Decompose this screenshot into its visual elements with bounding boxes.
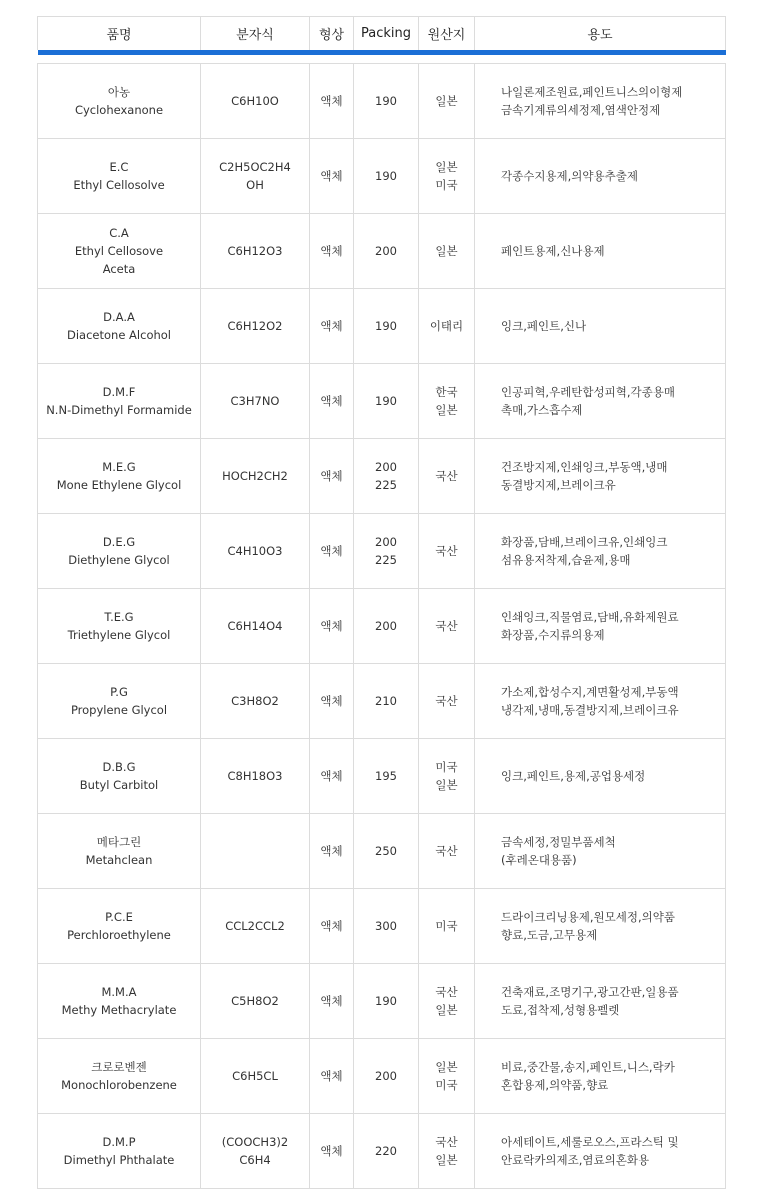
cell-form-line: 액체 xyxy=(320,768,343,783)
cell-formula-line: C2H5OC2H4 xyxy=(219,159,291,174)
table-row xyxy=(38,588,726,663)
cell-form xyxy=(310,738,354,813)
cell-packing-line: 200 xyxy=(375,459,397,474)
table-row xyxy=(38,1038,726,1113)
cell-name-line: D.E.G xyxy=(102,534,136,549)
cell-formula xyxy=(201,588,310,663)
header-form: 형상 xyxy=(310,17,354,51)
cell-name xyxy=(38,138,201,213)
header-use: 용도 xyxy=(475,17,726,51)
cell-formula xyxy=(201,63,310,138)
cell-origin-line: 미국 xyxy=(435,177,458,192)
cell-origin-line: 국산 xyxy=(435,468,458,483)
cell-form-line: 액체 xyxy=(320,393,343,408)
cell-use-line: 아세테이트,세룰로오스,프라스틱 및 xyxy=(501,1134,679,1149)
cell-packing-line: 200 xyxy=(375,243,397,258)
cell-formula xyxy=(201,288,310,363)
cell-use-line: 섬유용저착제,습윤제,용매 xyxy=(501,552,631,567)
cell-name xyxy=(38,363,201,438)
cell-name-line: M.M.A xyxy=(101,984,137,999)
cell-origin xyxy=(419,1038,475,1113)
cell-origin xyxy=(419,363,475,438)
cell-form xyxy=(310,363,354,438)
cell-packing xyxy=(354,663,419,738)
cell-packing xyxy=(354,138,419,213)
cell-origin xyxy=(419,888,475,963)
cell-use-line: (후레온대용품) xyxy=(501,852,577,867)
cell-name xyxy=(38,888,201,963)
table-row xyxy=(38,513,726,588)
cell-name-line: Aceta xyxy=(102,261,136,276)
cell-use-line: 잉크,페인트,신나 xyxy=(501,318,587,333)
table-row xyxy=(38,813,726,888)
cell-origin-line: 일본 xyxy=(435,777,458,792)
cell-packing xyxy=(354,738,419,813)
cell-formula xyxy=(201,888,310,963)
cell-origin-line: 미국 xyxy=(435,1077,458,1092)
cell-name-line: Dimethyl Phthalate xyxy=(63,1152,175,1167)
cell-use xyxy=(475,138,726,213)
cell-name-line: Propylene Glycol xyxy=(70,702,168,717)
cell-use-line: 잉크,페인트,용제,공업용세정 xyxy=(501,768,646,783)
cell-name-line: Metahclean xyxy=(85,852,153,867)
cell-name xyxy=(38,288,201,363)
cell-packing-line: 190 xyxy=(375,318,397,333)
cell-packing-line: 200 xyxy=(375,1068,397,1083)
cell-name xyxy=(38,513,201,588)
cell-packing xyxy=(354,1038,419,1113)
cell-form xyxy=(310,138,354,213)
cell-use xyxy=(475,438,726,513)
cell-name-line: 메타그린 xyxy=(96,834,142,849)
cell-origin-line: 일본 xyxy=(435,243,458,258)
cell-use xyxy=(475,288,726,363)
cell-name xyxy=(38,738,201,813)
cell-origin xyxy=(419,63,475,138)
cell-use xyxy=(475,738,726,813)
cell-origin-line: 국산 xyxy=(435,618,458,633)
cell-origin xyxy=(419,813,475,888)
cell-form-line: 액체 xyxy=(320,168,343,183)
cell-name-line: D.M.P xyxy=(102,1134,136,1149)
cell-use xyxy=(475,1038,726,1113)
cell-name-line: M.E.G xyxy=(102,459,136,474)
cell-packing xyxy=(354,588,419,663)
cell-use-line: 도료,접착제,성형용펠렛 xyxy=(501,1002,620,1017)
cell-formula-line: C6H4 xyxy=(239,1152,271,1167)
cell-name-line: Ethyl Cellosolve xyxy=(73,177,165,192)
cell-form xyxy=(310,288,354,363)
cell-origin-line: 국산 xyxy=(435,843,458,858)
cell-name-line: 아농 xyxy=(107,84,131,99)
cell-name-line: P.C.E xyxy=(105,909,133,924)
cell-form-line: 액체 xyxy=(320,468,343,483)
cell-formula-line: C4H10O3 xyxy=(227,543,283,558)
product-table xyxy=(37,16,726,1189)
cell-name-line: Methy Methacrylate xyxy=(61,1002,177,1017)
cell-use-line: 비료,중간물,송지,페인트,니스,락카 xyxy=(501,1059,675,1074)
cell-name-line: T.E.G xyxy=(104,609,134,624)
cell-use-line: 동결방지제,브레이크유 xyxy=(501,477,616,492)
cell-formula xyxy=(201,663,310,738)
cell-packing xyxy=(354,1113,419,1188)
cell-name-line: Cyclohexanone xyxy=(74,102,164,117)
cell-name xyxy=(38,63,201,138)
cell-name xyxy=(38,588,201,663)
table-row xyxy=(38,663,726,738)
cell-use-line: 인공피혁,우레탄합성피혁,각종용매 xyxy=(501,384,675,399)
cell-origin-line: 미국 xyxy=(435,759,458,774)
cell-packing-line: 190 xyxy=(375,993,397,1008)
table-row xyxy=(38,363,726,438)
cell-origin xyxy=(419,1113,475,1188)
cell-formula xyxy=(201,1113,310,1188)
cell-origin xyxy=(419,513,475,588)
cell-formula-line: C6H12O3 xyxy=(227,243,283,258)
cell-origin-line: 한국 xyxy=(435,384,458,399)
cell-use-line: 건조방지제,인쇄잉크,부동액,냉매 xyxy=(501,459,668,474)
table-row xyxy=(38,213,726,288)
cell-name-line: N.N-Dimethyl Formamide xyxy=(46,402,192,417)
cell-use-line: 향료,도금,고무용제 xyxy=(501,927,598,942)
cell-name-line: 크로로벤젠 xyxy=(91,1059,147,1074)
cell-form-line: 액체 xyxy=(320,243,343,258)
cell-formula-line: C8H18O3 xyxy=(227,768,283,783)
cell-name-line: Diacetone Alcohol xyxy=(67,327,171,342)
table-row xyxy=(38,288,726,363)
cell-packing-line: 300 xyxy=(375,918,397,933)
cell-packing-line: 225 xyxy=(375,477,397,492)
cell-name-line: P.G xyxy=(110,684,128,699)
cell-name xyxy=(38,663,201,738)
cell-name-line: C.A xyxy=(109,225,129,240)
cell-name-line: Ethyl Cellosove xyxy=(74,243,164,258)
cell-use-line: 드라이크리닝용제,원모세정,의약품 xyxy=(501,909,675,924)
cell-packing-line: 210 xyxy=(375,693,397,708)
cell-formula xyxy=(201,213,310,288)
cell-packing xyxy=(354,888,419,963)
cell-name-line: Monochlorobenzene xyxy=(61,1077,177,1092)
cell-origin xyxy=(419,663,475,738)
cell-origin-line: 미국 xyxy=(435,918,458,933)
cell-packing xyxy=(354,513,419,588)
cell-form xyxy=(310,63,354,138)
cell-packing xyxy=(354,438,419,513)
cell-formula-line: HOCH2CH2 xyxy=(222,468,288,483)
cell-form-line: 액체 xyxy=(320,1068,343,1083)
cell-use xyxy=(475,213,726,288)
cell-use-line: 화장품,수지류의용제 xyxy=(501,627,605,642)
cell-name-line: Diethylene Glycol xyxy=(68,552,170,567)
cell-formula-line: C6H12O2 xyxy=(227,318,283,333)
cell-formula xyxy=(201,438,310,513)
cell-origin-line: 국산 xyxy=(435,693,458,708)
cell-form-line: 액체 xyxy=(320,543,343,558)
cell-form-line: 액체 xyxy=(320,993,343,1008)
table-row xyxy=(38,1113,726,1188)
cell-use xyxy=(475,663,726,738)
cell-use-line: 금속세정,정밀부품세척 xyxy=(501,834,616,849)
cell-use-line: 나일론제조원료,페인트니스의이형제 xyxy=(501,84,683,99)
cell-origin-line: 국산 xyxy=(435,1134,458,1149)
cell-name xyxy=(38,963,201,1038)
cell-use-line: 건축재료,조명기구,광고간판,일용품 xyxy=(501,984,679,999)
cell-form xyxy=(310,663,354,738)
cell-form xyxy=(310,513,354,588)
cell-origin-line: 이태리 xyxy=(429,318,464,333)
cell-packing-line: 190 xyxy=(375,93,397,108)
cell-name xyxy=(38,1113,201,1188)
cell-name-line: E.C xyxy=(109,159,129,174)
cell-form-line: 액체 xyxy=(320,318,343,333)
cell-origin-line: 국산 xyxy=(435,984,458,999)
cell-formula-line: C3H8O2 xyxy=(231,693,279,708)
cell-form-line: 액체 xyxy=(320,693,343,708)
cell-use-line: 화장품,담배,브레이크유,인쇄잉크 xyxy=(501,534,668,549)
product-table-container xyxy=(37,16,725,1189)
cell-packing xyxy=(354,213,419,288)
cell-origin-line: 일본 xyxy=(435,93,458,108)
header-name: 품명 xyxy=(38,17,201,51)
cell-name-line: Butyl Carbitol xyxy=(79,777,159,792)
cell-use xyxy=(475,1113,726,1188)
cell-origin xyxy=(419,288,475,363)
table-row xyxy=(38,438,726,513)
cell-use xyxy=(475,363,726,438)
cell-packing-line: 190 xyxy=(375,168,397,183)
body-spacer xyxy=(38,55,726,63)
cell-packing-line: 225 xyxy=(375,552,397,567)
cell-origin-line: 일본 xyxy=(435,159,458,174)
cell-name-line: D.M.F xyxy=(102,384,136,399)
cell-origin-line: 일본 xyxy=(435,1002,458,1017)
cell-origin xyxy=(419,138,475,213)
cell-packing-line: 250 xyxy=(375,843,397,858)
cell-use-line: 페인트용제,신나용제 xyxy=(501,243,605,258)
cell-formula xyxy=(201,963,310,1038)
cell-formula-line: C5H8O2 xyxy=(231,993,279,1008)
table-row xyxy=(38,963,726,1038)
cell-form-line: 액체 xyxy=(320,1143,343,1158)
cell-name-line: Mone Ethylene Glycol xyxy=(56,477,182,492)
cell-formula xyxy=(201,813,310,888)
cell-formula xyxy=(201,738,310,813)
cell-use-line: 안료락카의제조,염료의혼화용 xyxy=(501,1152,650,1167)
cell-name-line: D.B.G xyxy=(102,759,136,774)
cell-origin xyxy=(419,738,475,813)
cell-origin-line: 일본 xyxy=(435,1059,458,1074)
cell-formula xyxy=(201,513,310,588)
cell-form xyxy=(310,888,354,963)
cell-packing-line: 200 xyxy=(375,618,397,633)
header-packing: Packing xyxy=(354,17,419,51)
header-row xyxy=(38,17,726,51)
cell-form-line: 액체 xyxy=(320,618,343,633)
cell-form-line: 액체 xyxy=(320,93,343,108)
cell-form xyxy=(310,438,354,513)
cell-use-line: 금속기계류의세정제,염색안정제 xyxy=(501,102,661,117)
cell-formula-line: CCL2CCL2 xyxy=(225,918,285,933)
cell-name xyxy=(38,213,201,288)
cell-formula-line: OH xyxy=(246,177,264,192)
cell-form xyxy=(310,1038,354,1113)
cell-packing xyxy=(354,288,419,363)
cell-origin-line: 국산 xyxy=(435,543,458,558)
cell-form-line: 액체 xyxy=(320,843,343,858)
cell-packing-line: 190 xyxy=(375,393,397,408)
cell-formula xyxy=(201,1038,310,1113)
cell-packing-line: 220 xyxy=(375,1143,397,1158)
cell-formula-line: C6H5CL xyxy=(232,1068,278,1083)
cell-packing xyxy=(354,963,419,1038)
cell-origin-line: 일본 xyxy=(435,1152,458,1167)
cell-use-line: 혼합용제,의약품,향료 xyxy=(501,1077,609,1092)
cell-packing xyxy=(354,63,419,138)
cell-formula-line: (COOCH3)2 xyxy=(221,1134,289,1149)
cell-name-line: D.A.A xyxy=(103,309,135,324)
cell-formula xyxy=(201,363,310,438)
cell-form-line: 액체 xyxy=(320,918,343,933)
cell-use xyxy=(475,588,726,663)
cell-origin-line: 일본 xyxy=(435,402,458,417)
cell-origin xyxy=(419,588,475,663)
table-body xyxy=(38,55,726,1188)
cell-use-line: 냉각제,냉매,동결방지제,브레이크유 xyxy=(501,702,679,717)
cell-origin xyxy=(419,213,475,288)
cell-form xyxy=(310,1113,354,1188)
table-row xyxy=(38,138,726,213)
cell-name-line: Perchloroethylene xyxy=(67,927,171,942)
cell-formula-line: C6H14O4 xyxy=(227,618,283,633)
cell-name xyxy=(38,438,201,513)
cell-packing-line: 200 xyxy=(375,534,397,549)
cell-formula-line: C6H10O xyxy=(231,93,279,108)
table-row xyxy=(38,888,726,963)
cell-use-line: 각종수지용제,의약용추출제 xyxy=(501,168,638,183)
cell-use xyxy=(475,513,726,588)
header-origin: 원산지 xyxy=(419,17,475,51)
cell-name xyxy=(38,813,201,888)
table-row xyxy=(38,738,726,813)
cell-use-line: 인쇄잉크,직물염료,담배,유화제원료 xyxy=(501,609,679,624)
cell-form xyxy=(310,588,354,663)
cell-origin xyxy=(419,438,475,513)
cell-use xyxy=(475,813,726,888)
cell-name-line: Triethylene Glycol xyxy=(67,627,171,642)
cell-form xyxy=(310,813,354,888)
cell-origin xyxy=(419,963,475,1038)
cell-formula-line: C3H7NO xyxy=(230,393,280,408)
cell-use xyxy=(475,888,726,963)
cell-use xyxy=(475,63,726,138)
cell-packing xyxy=(354,363,419,438)
cell-form xyxy=(310,213,354,288)
cell-formula xyxy=(201,138,310,213)
table-header xyxy=(38,17,726,56)
cell-name xyxy=(38,1038,201,1113)
cell-use-line: 가소제,합성수지,계면활성제,부동액 xyxy=(501,684,679,699)
cell-use xyxy=(475,963,726,1038)
header-formula: 분자식 xyxy=(201,17,310,51)
cell-packing xyxy=(354,813,419,888)
cell-use-line: 촉매,가스흡수제 xyxy=(501,402,583,417)
table-row xyxy=(38,63,726,138)
cell-packing-line: 195 xyxy=(375,768,397,783)
cell-form xyxy=(310,963,354,1038)
